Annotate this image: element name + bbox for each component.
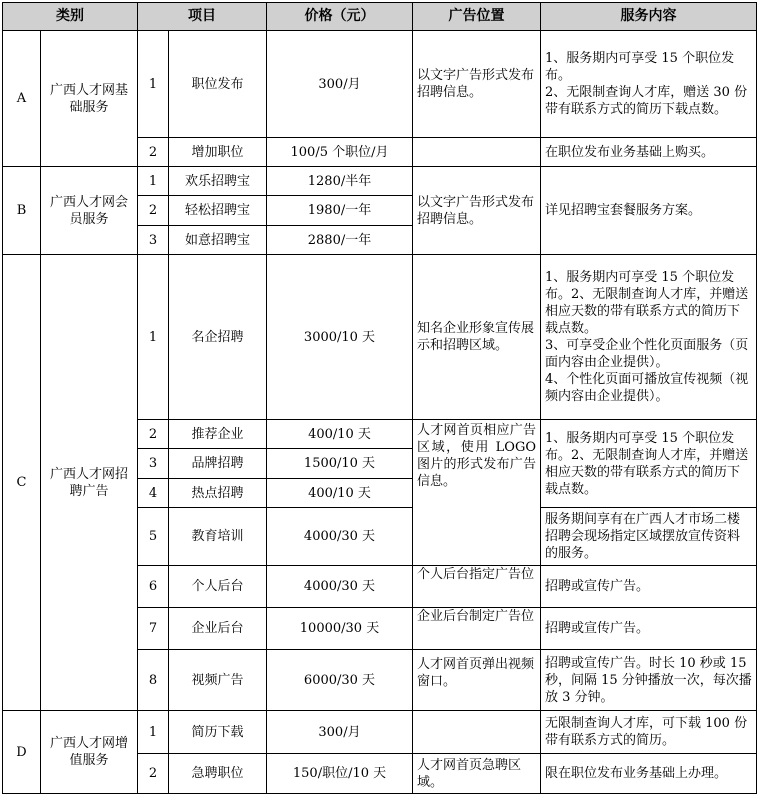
row-number: 1 <box>138 255 169 420</box>
service-content: 1、服务期内可享受 15 个职位发布。2、无限制查询人才库，并赠送相应天数的带有联系方式的简历下载点数。 3、可享受企业个性化页面服务（页面内容由企业提供）。 4、个性化页面可播放宣传视频（视频内容由企业提供）。 <box>541 255 757 420</box>
service-content: 招聘或宣传广告。 <box>541 608 757 650</box>
item-name: 轻松招聘宝 <box>169 196 267 226</box>
row-number: 1 <box>138 711 169 754</box>
price: 6000/30 天 <box>267 650 413 711</box>
price: 1980/一年 <box>267 196 413 226</box>
item-name: 教育培训 <box>169 508 267 566</box>
section-name: 广西人才网基础服务 <box>41 31 138 167</box>
price: 1280/半年 <box>267 167 413 196</box>
price: 2880/一年 <box>267 226 413 255</box>
ad-position: 以文字广告形式发布招聘信息。 <box>413 167 541 255</box>
section-name: 广西人才网招聘广告 <box>41 255 138 711</box>
service-content: 限在职位发布业务基础上办理。 <box>541 754 757 794</box>
item-name: 热点招聘 <box>169 479 267 508</box>
item-name: 名企招聘 <box>169 255 267 420</box>
service-content: 无限制查询人才库，可下载 100 份带有联系方式的简历。 <box>541 711 757 754</box>
price: 4000/30 天 <box>267 508 413 566</box>
price: 1500/10 天 <box>267 449 413 479</box>
price: 400/10 天 <box>267 420 413 449</box>
item-name: 增加职位 <box>169 138 267 167</box>
row-number: 3 <box>138 449 169 479</box>
row-number: 8 <box>138 650 169 711</box>
row-number: 3 <box>138 226 169 255</box>
header-row <box>3 3 757 31</box>
service-content: 招聘或宣传广告。时长 10 秒或 15 秒，间隔 15 分钟播放一次，每次播放 3 分钟。 <box>541 650 757 711</box>
service-content: 1、服务期内可享受 15 个职位发布。2、无限制查询人才库，并赠送相应天数的带有联系方式的简历下载点数。 <box>541 420 757 508</box>
table-row <box>3 255 757 420</box>
item-name: 急聘职位 <box>169 754 267 794</box>
item-name: 品牌招聘 <box>169 449 267 479</box>
ad-position: 人才网首页相应广告区域，使用 LOGO 图片的形式发布广告信息。 <box>413 420 541 566</box>
ad-position: 企业后台制定广告位 <box>413 608 541 650</box>
row-number: 2 <box>138 754 169 794</box>
section-code: D <box>3 711 41 794</box>
service-content: 招聘或宣传广告。 <box>541 566 757 608</box>
ad-position-empty <box>413 711 541 754</box>
ad-position-empty <box>413 138 541 167</box>
row-number: 6 <box>138 566 169 608</box>
item-name: 简历下载 <box>169 711 267 754</box>
header-ad-position: 广告位置 <box>413 3 541 31</box>
row-number: 5 <box>138 508 169 566</box>
table-row <box>3 711 757 754</box>
service-content: 1、服务期内可享受 15 个职位发布。 2、无限制查询人才库，赠送 30 份带有联系方式的简历下载点数。 <box>541 31 757 138</box>
item-name: 企业后台 <box>169 608 267 650</box>
header-service: 服务内容 <box>541 3 757 31</box>
section-code: C <box>3 255 41 711</box>
price: 10000/30 天 <box>267 608 413 650</box>
service-content: 详见招聘宝套餐服务方案。 <box>541 167 757 255</box>
ad-position: 个人后台指定广告位 <box>413 566 541 608</box>
item-name: 职位发布 <box>169 31 267 138</box>
price: 4000/30 天 <box>267 566 413 608</box>
table-row <box>3 167 757 196</box>
row-number: 7 <box>138 608 169 650</box>
price: 3000/10 天 <box>267 255 413 420</box>
ad-position: 以文字广告形式发布招聘信息。 <box>413 31 541 138</box>
header-category: 类别 <box>3 3 138 31</box>
price: 300/月 <box>267 711 413 754</box>
header-price: 价格（元） <box>267 3 413 31</box>
service-content: 在职位发布业务基础上购买。 <box>541 138 757 167</box>
row-number: 2 <box>138 196 169 226</box>
row-number: 2 <box>138 420 169 449</box>
ad-position: 人才网首页弹出视频窗口。 <box>413 650 541 711</box>
header-item: 项目 <box>138 3 267 31</box>
section-name: 广西人才网会员服务 <box>41 167 138 255</box>
item-name: 视频广告 <box>169 650 267 711</box>
item-name: 个人后台 <box>169 566 267 608</box>
section-name: 广西人才网增值服务 <box>41 711 138 794</box>
section-code: B <box>3 167 41 255</box>
item-name: 如意招聘宝 <box>169 226 267 255</box>
row-number: 1 <box>138 31 169 138</box>
price: 150/职位/10 天 <box>267 754 413 794</box>
section-code: A <box>3 31 41 167</box>
price: 400/10 天 <box>267 479 413 508</box>
ad-position: 知名企业形象宣传展示和招聘区域。 <box>413 255 541 420</box>
item-name: 欢乐招聘宝 <box>169 167 267 196</box>
service-content: 服务期间享有在广西人才市场二楼招聘会现场指定区域摆放宣传资料的服务。 <box>541 508 757 566</box>
row-number: 1 <box>138 167 169 196</box>
pricing-table <box>2 2 757 794</box>
item-name: 推荐企业 <box>169 420 267 449</box>
row-number: 2 <box>138 138 169 167</box>
price: 300/月 <box>267 31 413 138</box>
table-row <box>3 31 757 138</box>
price: 100/5 个职位/月 <box>267 138 413 167</box>
ad-position: 人才网首页急聘区域。 <box>413 754 541 794</box>
row-number: 4 <box>138 479 169 508</box>
